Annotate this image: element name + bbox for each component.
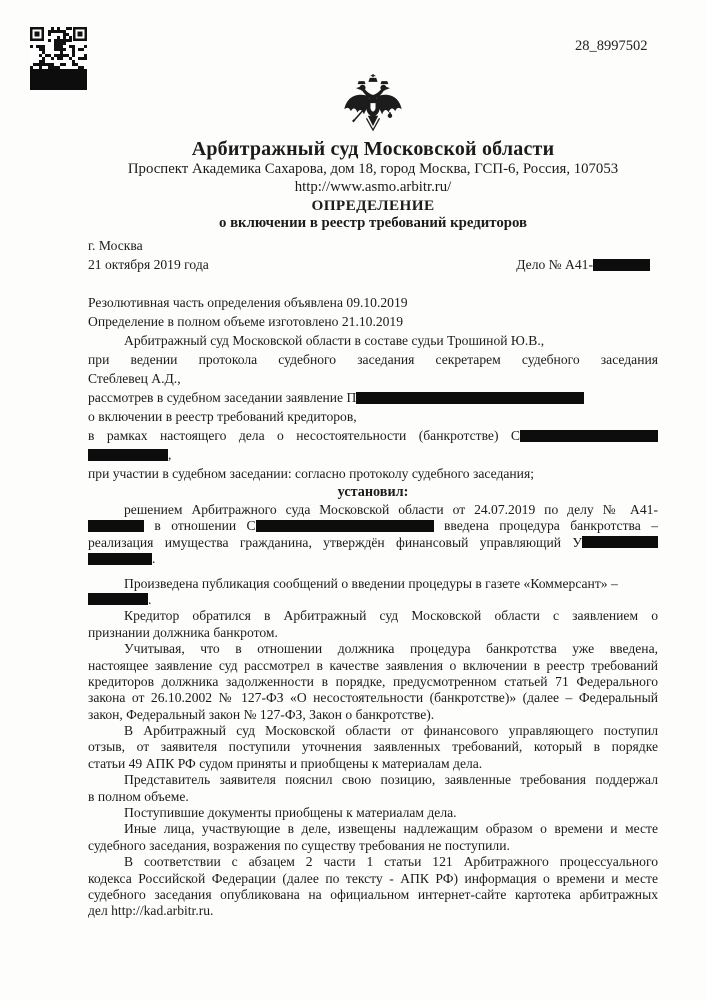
doc-line bbox=[88, 625, 658, 641]
text-run: Учитывая, что в отношении должника процедура банкротства уже введена, bbox=[124, 641, 658, 657]
doc-line bbox=[88, 518, 658, 534]
doc-line bbox=[88, 535, 658, 551]
document-type-title: ОПРЕДЕЛЕНИЕ bbox=[311, 197, 435, 214]
doc-line bbox=[88, 805, 658, 821]
doc-line bbox=[88, 641, 658, 657]
doc-line bbox=[88, 854, 658, 870]
text-run: Иные лица, участвующие в деле, извещены надлежащим образом о времени и месте bbox=[124, 821, 658, 837]
document-subtitle: о включении в реестр требований кредиторов bbox=[218, 215, 528, 231]
doc-line bbox=[88, 674, 658, 690]
doc-line bbox=[88, 551, 658, 567]
text-run: Резолютивная часть определения объявлена 09.10.2019 bbox=[88, 295, 408, 310]
text-run: . bbox=[148, 591, 152, 607]
text-run: реализация имущества гражданина, утверждён финансовый управляющий У bbox=[88, 534, 582, 550]
doc-line bbox=[88, 789, 658, 805]
text-run: о включении в реестр требований кредиторов, bbox=[88, 409, 357, 424]
text-run: Арбитражный суд Московской области в составе судьи Трошиной Ю.В., bbox=[124, 333, 545, 348]
text-run: решением Арбитражного суда Московской области от 24.07.2019 по делу № А41- bbox=[124, 502, 658, 517]
text-run: Кредитор обратился в Арбитражный суд Московской области с заявлением о bbox=[124, 608, 658, 624]
doc-line bbox=[88, 236, 658, 255]
findings-section bbox=[88, 502, 658, 920]
text-run: закон, Федеральный закон № 127-ФЗ, Закон о банкротстве). bbox=[88, 706, 435, 722]
case-number-label: Дело № А41- bbox=[516, 257, 593, 272]
court-url: http://www.asmo.arbitr.ru/ bbox=[294, 179, 452, 195]
doc-line bbox=[88, 739, 658, 755]
doc-line bbox=[88, 871, 658, 887]
doc-line bbox=[88, 838, 658, 854]
intro-section bbox=[88, 236, 658, 483]
doc-line bbox=[88, 426, 658, 445]
text-run: в рамках настоящего дела о несостоятельности (банкротстве) С bbox=[88, 428, 520, 443]
text-run: закона от 26.10.2002 № 127-ФЗ «О несостоятельности (банкротстве)» (далее – Федеральный bbox=[88, 690, 658, 706]
text-run: . bbox=[152, 551, 156, 567]
doc-line bbox=[88, 723, 658, 739]
doc-line bbox=[88, 407, 658, 426]
doc-line bbox=[88, 369, 658, 388]
text-run: В соответствии с абзацем 2 части 1 статьи 121 Арбитражного процессуального bbox=[124, 854, 658, 870]
redaction-bar bbox=[256, 520, 434, 532]
doc-line bbox=[88, 658, 658, 674]
text-run: Представитель заявителя пояснил свою позицию, заявленные требования поддержал bbox=[124, 772, 658, 788]
doc-line bbox=[88, 502, 658, 518]
redaction-bar bbox=[88, 593, 148, 605]
redaction-bar bbox=[582, 536, 658, 548]
doc-line bbox=[88, 576, 658, 592]
doc-line bbox=[88, 350, 658, 369]
text-run: введена процедура банкротства – bbox=[433, 518, 658, 534]
text-run: рассмотрев в судебном заседании заявление П bbox=[88, 390, 357, 405]
text-run: Поступившие документы приобщены к материалам дела. bbox=[124, 805, 457, 821]
doc-line bbox=[88, 592, 658, 608]
document-body bbox=[88, 236, 658, 920]
resolution-heading: установил: bbox=[337, 484, 409, 500]
doc-line bbox=[88, 255, 658, 274]
date-text: 21 октября 2019 года bbox=[88, 257, 209, 272]
doc-line bbox=[88, 464, 658, 483]
doc-line bbox=[88, 690, 658, 706]
court-name: Арбитражный суд Московской области bbox=[191, 138, 555, 160]
doc-line bbox=[88, 312, 658, 331]
doc-line bbox=[88, 331, 658, 350]
court-address: Проспект Академика Сахарова, дом 18, город Москва, ГСП-6, Россия, 107053 bbox=[127, 161, 619, 177]
text-run: кредиторов должника задолженности в порядке, предусмотренном статьей 71 Федерального bbox=[88, 673, 658, 689]
doc-line bbox=[88, 903, 658, 919]
text-run: при участии в судебном заседании: согласно протоколу судебного заседания; bbox=[88, 466, 534, 481]
text-run: статьи 49 АПК РФ судом приняты и приобщены к материалам дела. bbox=[88, 755, 483, 771]
text-run: кодекса Российской Федерации (далее по тексту - АПК РФ) информация о времени и месте bbox=[88, 870, 658, 886]
doc-line bbox=[88, 772, 658, 788]
doc-line bbox=[88, 274, 658, 293]
text-run: Стеблевец А.Д., bbox=[88, 371, 181, 386]
doc-line bbox=[88, 887, 658, 903]
redaction-bar bbox=[593, 259, 650, 271]
redaction-bar bbox=[520, 430, 658, 442]
redaction-bar bbox=[88, 553, 152, 565]
text-run: судебного заседания опубликована на официальном интернет-сайте картотека арбитражных bbox=[88, 886, 658, 902]
text-run: , bbox=[168, 447, 172, 462]
text-run: настоящее заявление суд рассмотрел в качестве заявления о включении в реестр требований bbox=[88, 657, 658, 673]
doc-line bbox=[88, 293, 658, 312]
redaction-bar bbox=[356, 392, 584, 404]
coat-of-arms-icon bbox=[88, 74, 658, 139]
text-run: в полном объеме. bbox=[88, 788, 189, 804]
qr-redaction bbox=[30, 69, 87, 90]
doc-line bbox=[88, 608, 658, 624]
case-number bbox=[516, 255, 658, 274]
text-run: Определение в полном объеме изготовлено 21.10.2019 bbox=[88, 314, 404, 329]
doc-line bbox=[88, 756, 658, 772]
doc-line bbox=[88, 707, 658, 723]
text-run: признании должника банкротом. bbox=[88, 624, 278, 640]
text-run: при ведении протокола судебного заседания секретарем судебного заседания bbox=[88, 352, 658, 367]
doc-line bbox=[88, 821, 658, 837]
text-run: судебного заседания, возражения по существу требования не поступили. bbox=[88, 837, 510, 853]
text-run: В Арбитражный суд Московской области от финансового управляющего поступил bbox=[124, 723, 658, 739]
doc-line bbox=[88, 445, 658, 464]
text-run: дел http://kad.arbitr.ru. bbox=[88, 903, 214, 919]
text-run: Произведена публикация сообщений о введении процедуры в газете «Коммерсант» – bbox=[124, 575, 618, 591]
text-run: отзыв, от заявителя поступили уточнения заявленных требований, который в порядке bbox=[88, 739, 658, 755]
text-run: в отношении С bbox=[144, 518, 256, 534]
doc-line bbox=[88, 388, 658, 407]
redaction-bar bbox=[88, 520, 144, 532]
document-number: 28_8997502 bbox=[575, 38, 648, 54]
redaction-bar bbox=[88, 449, 168, 461]
qr-code bbox=[30, 27, 88, 90]
text-run: г. Москва bbox=[88, 238, 143, 253]
